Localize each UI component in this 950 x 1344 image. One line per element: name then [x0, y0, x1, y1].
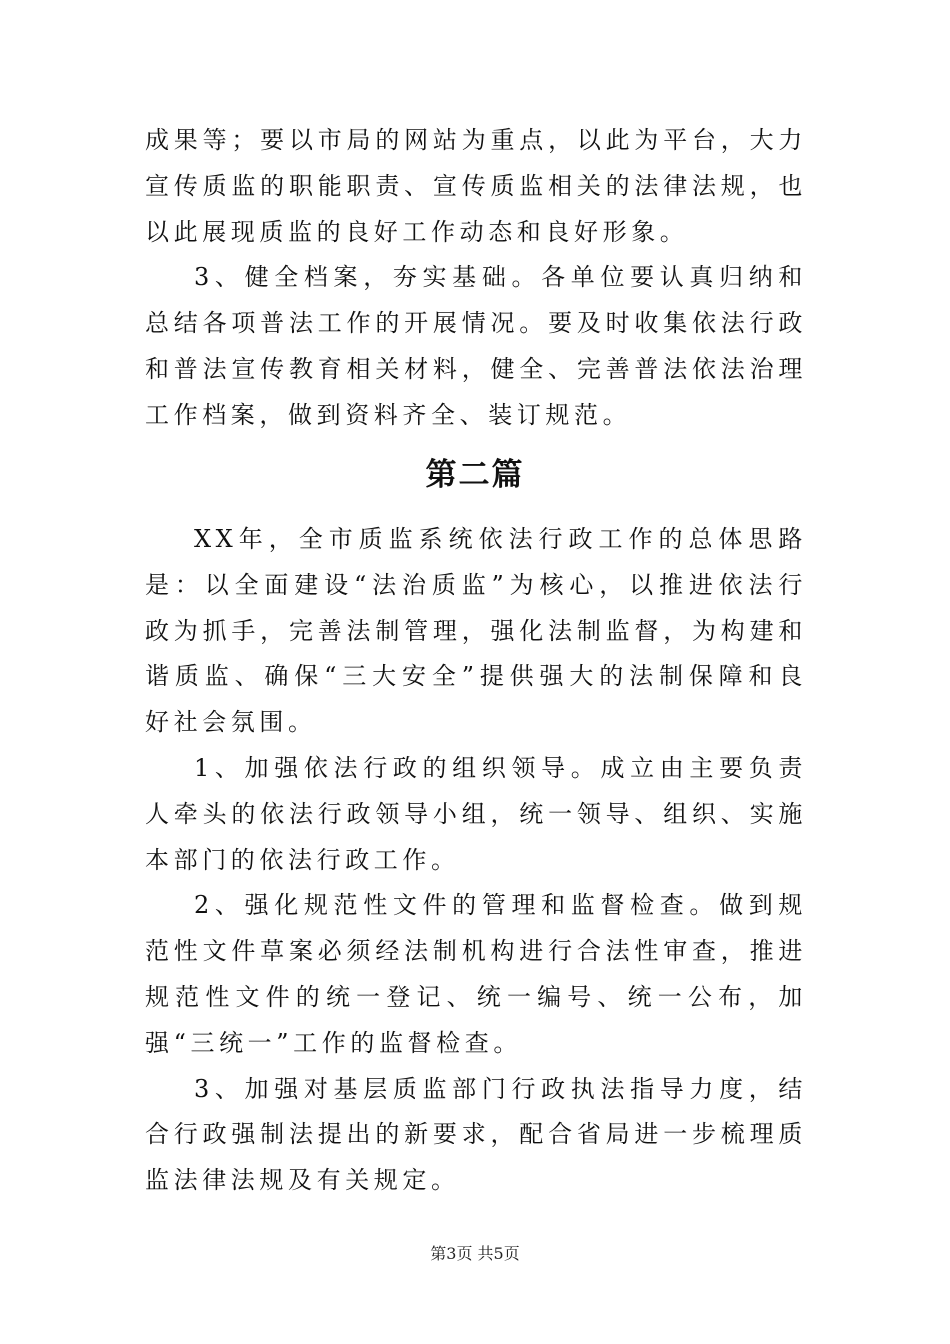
- page-footer: 第3页 共5页: [430, 1244, 520, 1263]
- paragraph-continued: 成果等；要以市局的网站为重点，以此为平台，大力宣传质监的职能职责、宣传质监相关的法律法规，也以此展现质监的良好工作动态和良好形象。: [145, 126, 807, 246]
- section-heading: 第二篇: [425, 457, 525, 493]
- paragraph-overview: XX年，全市质监系统依法行政工作的总体思路是：以全面建设“法治质监”为核心，以推进依法行政为抓手，完善法制管理，强化法制监督，为构建和谐质监、确保“三大安全”提供强大的法制保障和良好社会氛围。: [145, 525, 807, 737]
- section-one-body: [145, 118, 807, 439]
- paragraph-item-1: 1、加强依法行政的组织领导。成立由主要负责人牵头的依法行政领导小组，统一领导、组织、实施本部门的依法行政工作。: [145, 753, 807, 874]
- paragraph-item-2: 2、强化规范性文件的管理和监督检查。做到规范性文件草案必须经法制机构进行合法性审查，推进规范性文件的统一登记、统一编号、统一公布，加强“三统一”工作的监督检查。: [145, 891, 807, 1057]
- section-two-body: [145, 517, 807, 1204]
- paragraph-item-3: 3、加强对基层质监部门行政执法指导力度，结合行政强制法提出的新要求，配合省局进一步梳理质监法律法规及有关规定。: [145, 1074, 807, 1195]
- paragraph-archives: 3、健全档案，夯实基础。各单位要认真归纳和总结各项普法工作的开展情况。要及时收集依法行政和普法宣传教育相关材料，健全、完善普法依法治理工作档案，做到资料齐全、装订规范。: [145, 263, 807, 429]
